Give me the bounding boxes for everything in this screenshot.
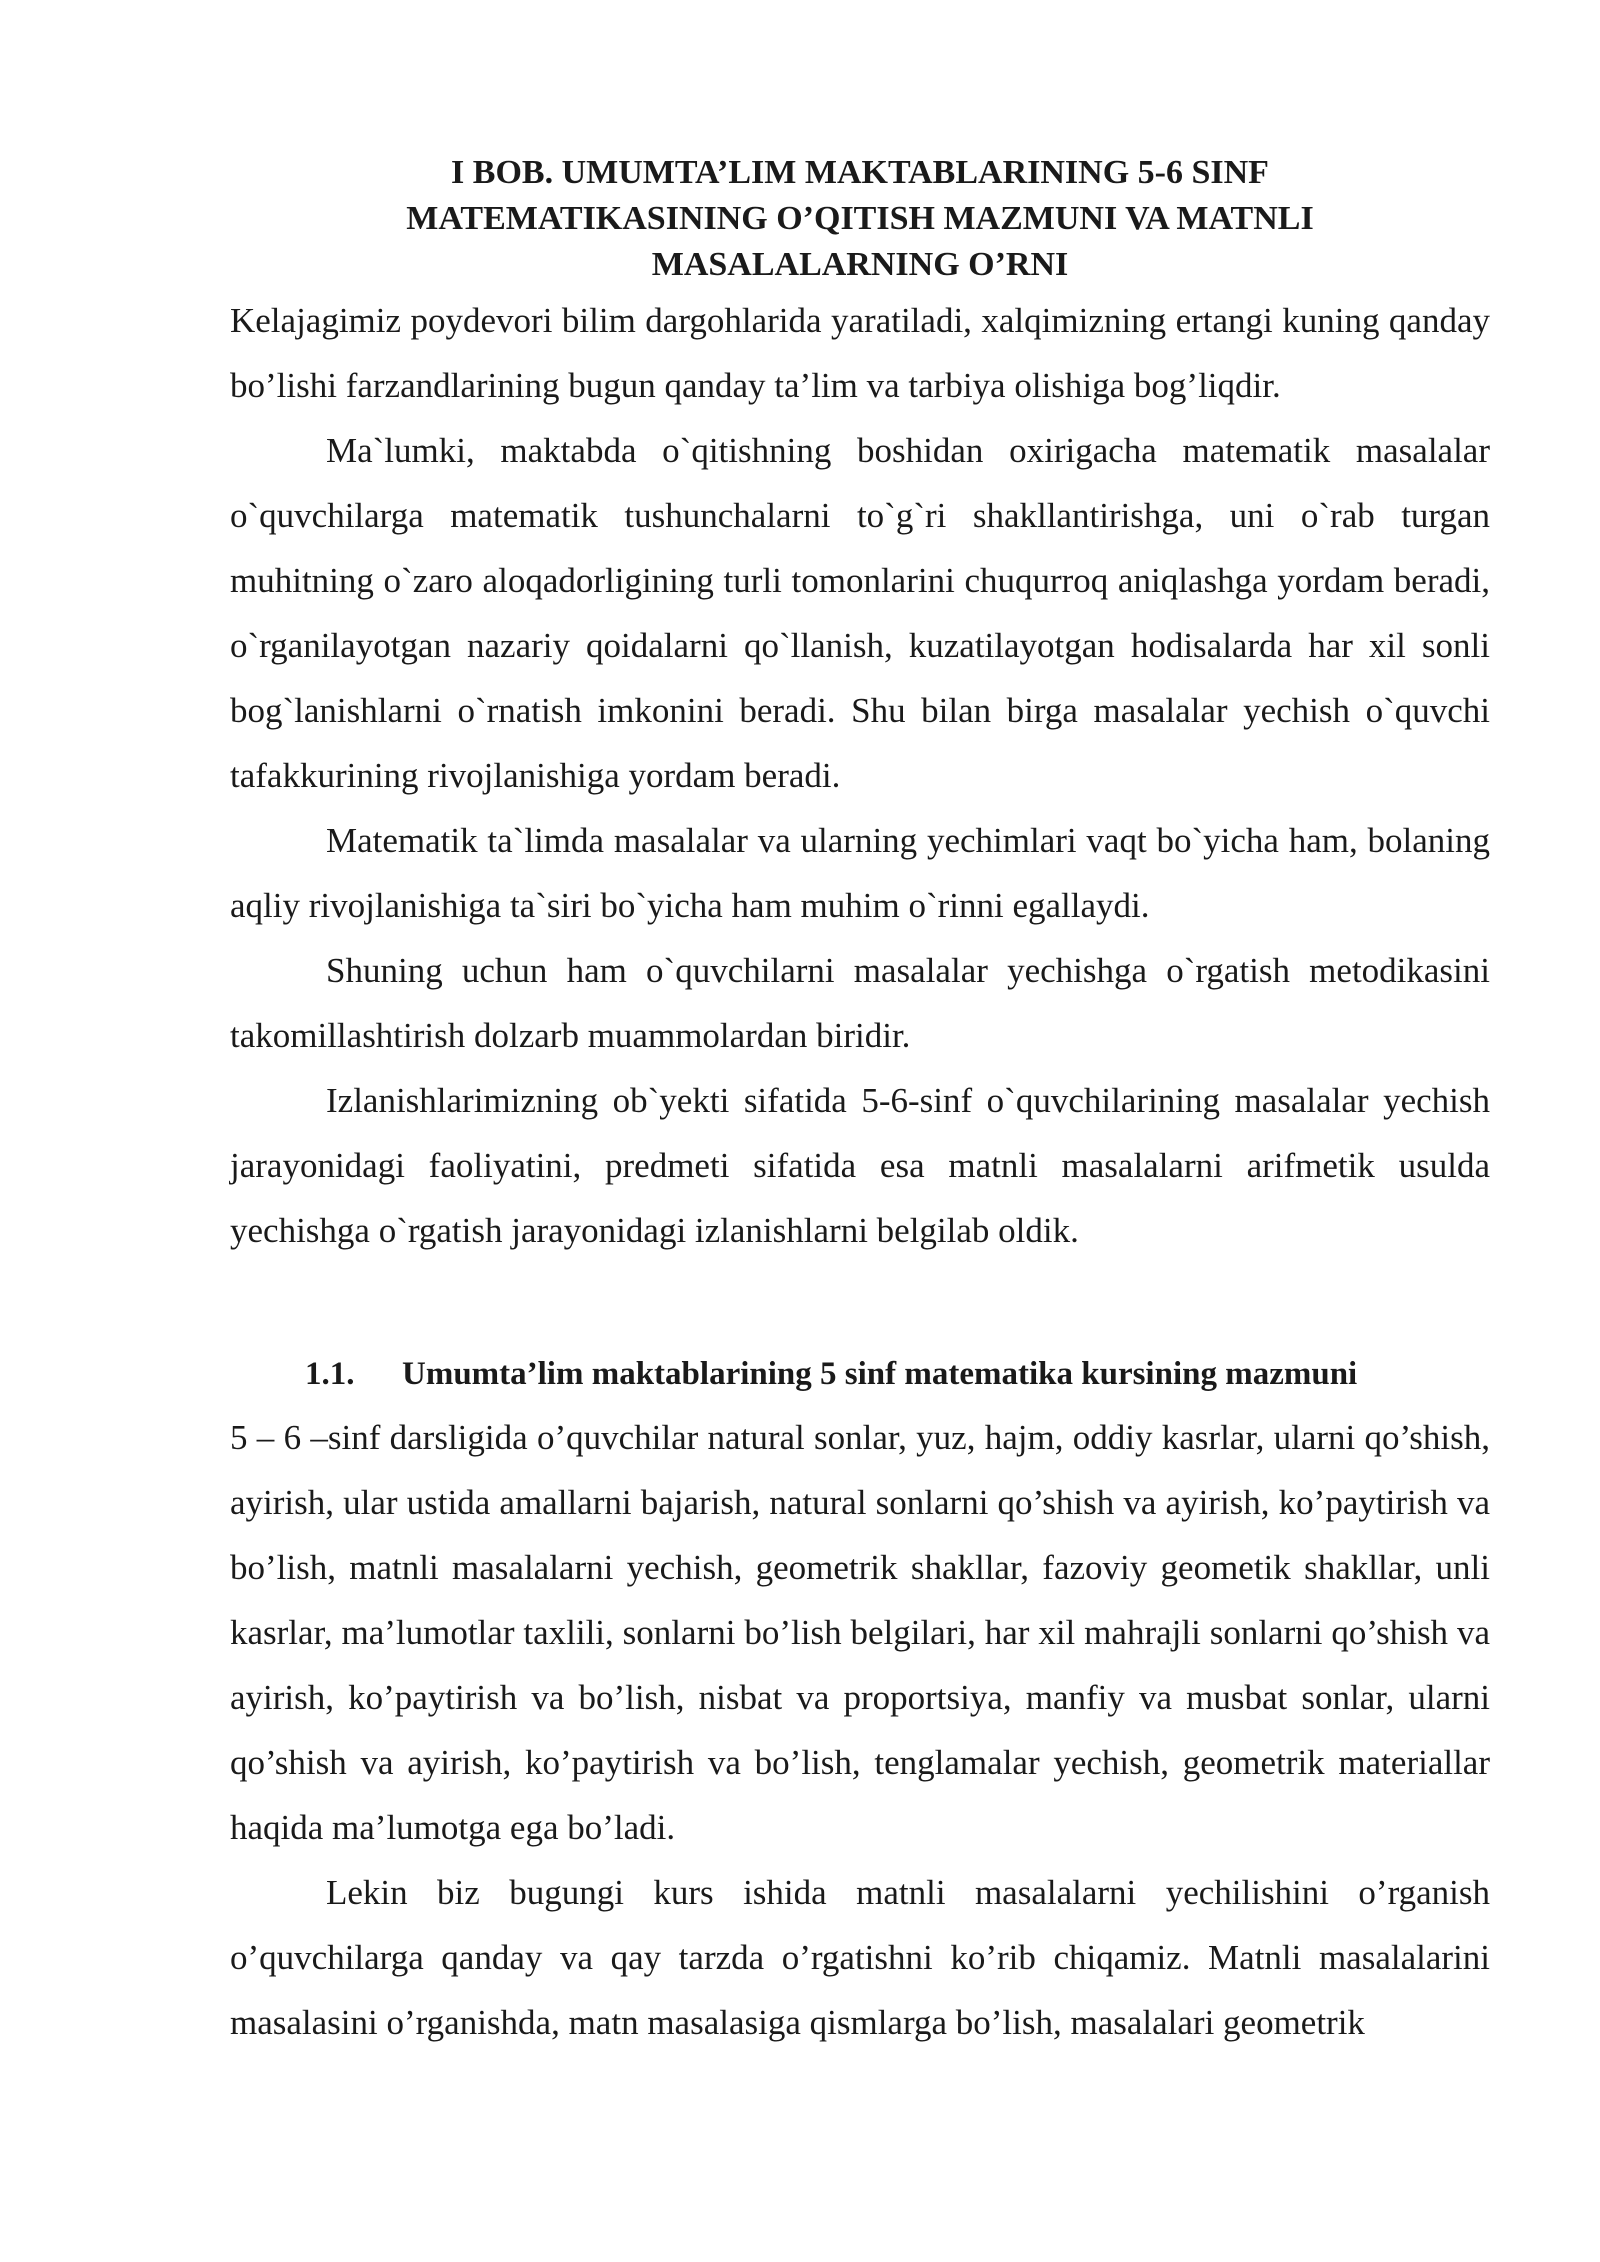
chapter-title-line: MASALALARNING O’RNI bbox=[651, 246, 1069, 283]
section-paragraph: 5 – 6 –sinf darsligida o’quvchilar natural sonlar, yuz, hajm, oddiy kasrlar, ularni qo’shish, ayirish, ular ustida amallarni bajarish, natural sonlarni qo’shish va ayirish, ko’paytirish va bo’lish, matnli masalalarni yechish, geometrik shakllar, fazoviy geometik shakllar, unli kasrlar, ma’lumotlar taxlili, sonlarni bo’lish belgilari, har xil mahrajli sonlarni qo’shish va ayirish, ko’paytirish va bo’lish, nisbat va proportsiya, manfiy va musbat sonlar, ularni qo’shish va ayirish, ko’paytirish va bo’lish, tenglamalar yechish, geometrik materiallar haqida ma’lumotga ega bo’ladi. bbox=[230, 1418, 1490, 1847]
body-paragraph: Matematik ta`limda masalalar va ularning yechimlari vaqt bo`yicha ham, bolaning aqliy rivojlanishiga ta`siri bo`yicha ham muhim o`rinni egallaydi. bbox=[230, 821, 1490, 925]
intro-paragraph: Kelajagimiz poydevori bilim dargohlarida yaratiladi, xalqimizning ertangi kuning qanday bo’lishi farzandlarining bugun qanday ta’lim va tarbiya olishiga bog’liqdir. bbox=[230, 301, 1490, 405]
body-paragraph: Ma`lumki, maktabda o`qitishning boshidan oxirigacha matematik masalalar o`quvchilarga matematik tushunchalarni to`g`ri shakllantirishga, uni o`rab turgan muhitning o`zaro aloqadorligining turli tomonlarini chuqurroq aniqlashga yordam beradi, o`rganilayotgan nazariy qoidalarni qo`llanish, kuzatilayotgan hodisalarda har xil sonli bog`lanishlarni o`rnatish imkonini beradi. Shu bilan birga masalalar yechish o`quvchi tafakkurining rivojlanishiga yordam beradi. bbox=[230, 431, 1490, 795]
chapter-title-line: MATEMATIKASINING O’QITISH MAZMUNI VA MATNLI bbox=[406, 200, 1314, 237]
section-number: 1.1. bbox=[305, 1356, 355, 1392]
chapter-title-line: I BOB. UMUMTA’LIM MAKTABLARINING 5-6 SINF bbox=[451, 154, 1269, 191]
section-paragraph: Lekin biz bugungi kurs ishida matnli masalalarni yechilishini o’rganish o’quvchilarga qanday va qay tarzda o’rgatishni ko’rib chiqamiz. Matnli masalalarini masalasini o’rganishda, matn masalasiga qismlarga bo’lish, masalalari geometrik bbox=[230, 1873, 1490, 2042]
section-heading bbox=[230, 1343, 1490, 1405]
body-paragraph: Shuning uchun ham o`quvchilarni masalalar yechishga o`rgatish metodikasini takomillashtirish dolzarb muammolardan biridir. bbox=[230, 951, 1490, 1055]
document-page bbox=[230, 150, 1490, 2055]
body-paragraph: Izlanishlarimizning ob`yekti sifatida 5-6-sinf o`quvchilarining masalalar yechish jarayonidagi faoliyatini, predmeti sifatida esa matnli masalalarni arifmetik usulda yechishga o`rgatish jarayonidagi izlanishlarni belgilab oldik. bbox=[230, 1081, 1490, 1250]
section-title: Umumta’lim maktablarining 5 sinf matematika kursining mazmuni bbox=[402, 1356, 1358, 1392]
chapter-title bbox=[230, 150, 1490, 288]
